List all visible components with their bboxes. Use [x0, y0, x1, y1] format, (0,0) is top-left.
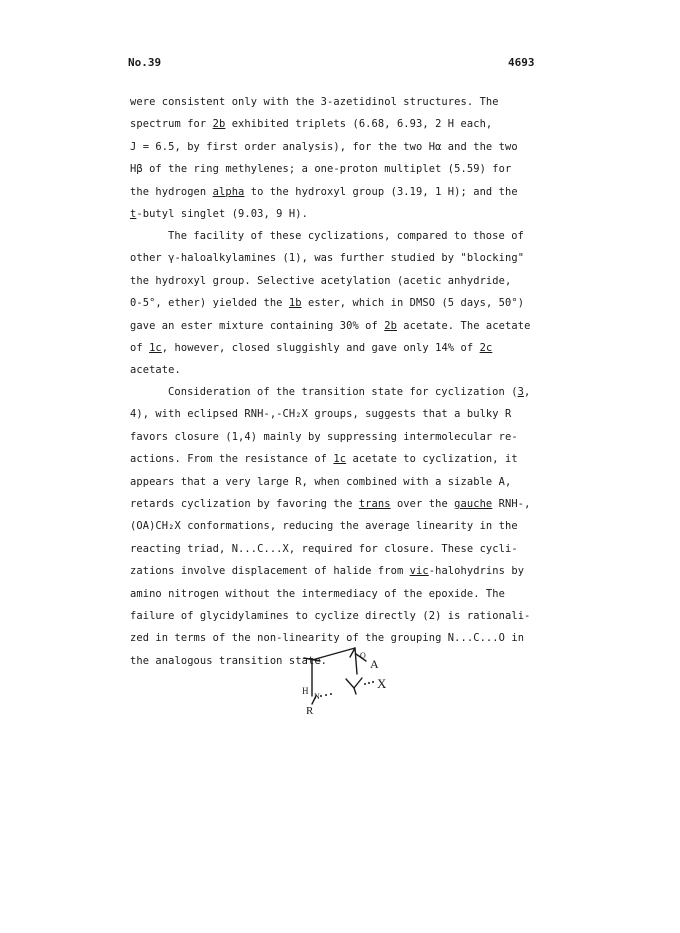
text-segment: the hydrogen — [130, 185, 213, 198]
diagram-dots — [320, 681, 374, 697]
underlined-term: t — [130, 207, 137, 220]
label-x: X — [377, 676, 387, 691]
text-segment: 0-5°, ether) yielded the — [130, 297, 289, 310]
underlined-term: 1c — [333, 453, 347, 466]
text-line — [130, 113, 550, 135]
text-line — [130, 583, 550, 605]
label-n: N — [314, 692, 320, 701]
text-segment: of — [130, 341, 150, 354]
text-line — [130, 359, 550, 381]
text-segment: spectrum for — [130, 118, 213, 131]
text-segment: favors closure (1,4) mainly by suppressing intermolecular re- — [130, 430, 518, 443]
text-segment: -halohydrins by — [428, 565, 525, 578]
text-segment: zations involve displacement of halide from — [130, 565, 410, 578]
underlined-term: vic — [409, 565, 429, 578]
text-line — [130, 337, 550, 359]
label-a: A — [370, 657, 379, 671]
text-segment: , — [523, 386, 531, 398]
text-line — [130, 136, 550, 158]
underlined-term: 3 — [517, 386, 524, 398]
label-r: R — [306, 705, 314, 716]
text-line — [130, 91, 550, 113]
underlined-term: 2b — [384, 319, 397, 332]
underlined-term: 1c — [149, 341, 162, 354]
text-line — [130, 292, 550, 314]
text-line — [130, 381, 550, 403]
text-segment: were consistent only with the 3-azetidinol structures. The — [130, 96, 499, 108]
text-line — [130, 203, 550, 225]
text-segment: Hβ of the ring methylenes; a one-proton multiplet (5.59) for — [130, 163, 512, 176]
text-segment: , however, closed sluggishly and gave only 14% of — [161, 341, 480, 354]
text-segment: (OA)CH₂X conformations, reducing the average linearity in the — [130, 520, 518, 533]
text-segment: -butyl singlet (9.03, 9 H). — [136, 207, 308, 220]
page-number: 4693 — [508, 56, 535, 69]
journal-issue: No.39 — [128, 56, 162, 69]
text-segment: zed in terms of the non-linearity of the grouping N...C...O in — [130, 632, 525, 645]
transition-state-diagram — [290, 646, 400, 716]
text-segment: RNH-, — [492, 497, 531, 510]
text-line — [130, 493, 550, 515]
text-segment: acetate to cyclization, it — [346, 453, 518, 466]
text-segment: retards cyclization by favoring the — [130, 497, 359, 510]
underlined-term: 1b — [288, 297, 302, 310]
text-line — [130, 426, 550, 448]
text-segment: J = 6.5, by first order analysis), for the two Hα and the two — [130, 140, 518, 153]
text-segment: reacting triad, N...C...X, required for closure. These cycli- — [130, 542, 518, 555]
text-line — [130, 403, 550, 425]
text-line — [130, 448, 550, 470]
text-segment: appears that a very large R, when combined with a sizable A, — [130, 475, 512, 488]
underlined-term: trans — [358, 497, 391, 510]
text-line — [130, 247, 550, 269]
label-o: O — [360, 651, 366, 660]
underlined-term: 2c — [479, 341, 493, 354]
text-segment: The facility of these cyclizations, compared to those of — [168, 230, 524, 242]
text-line — [130, 538, 550, 560]
text-line — [130, 560, 550, 582]
text-segment: acetate. — [130, 364, 181, 377]
text-segment: acetate. The acetate — [396, 319, 531, 332]
text-segment: failure of glycidylamines to cyclize directly (2) is rationali- — [130, 609, 531, 622]
text-line — [130, 515, 550, 537]
text-line — [130, 158, 550, 180]
text-segment: Consideration of the transition state for cyclization ( — [168, 386, 518, 398]
text-line — [130, 270, 550, 292]
text-segment: the analogous transition state. — [130, 654, 328, 667]
text-segment: 4), with eclipsed RNH-,-CH₂X groups, suggests that a bulky R — [130, 408, 512, 421]
text-segment: over the — [390, 497, 455, 510]
text-segment: exhibited triplets (6.68, 6.93, 2 H each, — [225, 118, 493, 131]
text-segment: gave an ester mixture containing 30% of — [130, 319, 385, 332]
underlined-term: 2b — [212, 118, 226, 131]
text-segment: ester, which in DMSO (5 days, 50°) — [301, 297, 525, 310]
text-segment: to the hydroxyl group (3.19, 1 H); and the — [244, 185, 518, 198]
text-line — [130, 225, 550, 247]
paragraph-2 — [130, 225, 550, 382]
paragraph-1 — [130, 91, 550, 225]
text-segment: other γ-haloalkylamines (1), was further studied by "blocking" — [130, 252, 525, 265]
text-line — [130, 315, 550, 337]
text-segment: the hydroxyl group. Selective acetylation (acetic anhydride, — [130, 274, 512, 287]
text-line — [130, 181, 550, 203]
label-h: H — [302, 686, 309, 696]
text-segment: actions. From the resistance of — [130, 453, 334, 466]
text-line — [130, 471, 550, 493]
underlined-term: alpha — [212, 185, 245, 198]
paragraph-3 — [130, 381, 550, 672]
underlined-term: gauche — [454, 497, 493, 510]
text-line — [130, 605, 550, 627]
text-segment: amino nitrogen without the intermediacy of the epoxide. The — [130, 587, 505, 600]
